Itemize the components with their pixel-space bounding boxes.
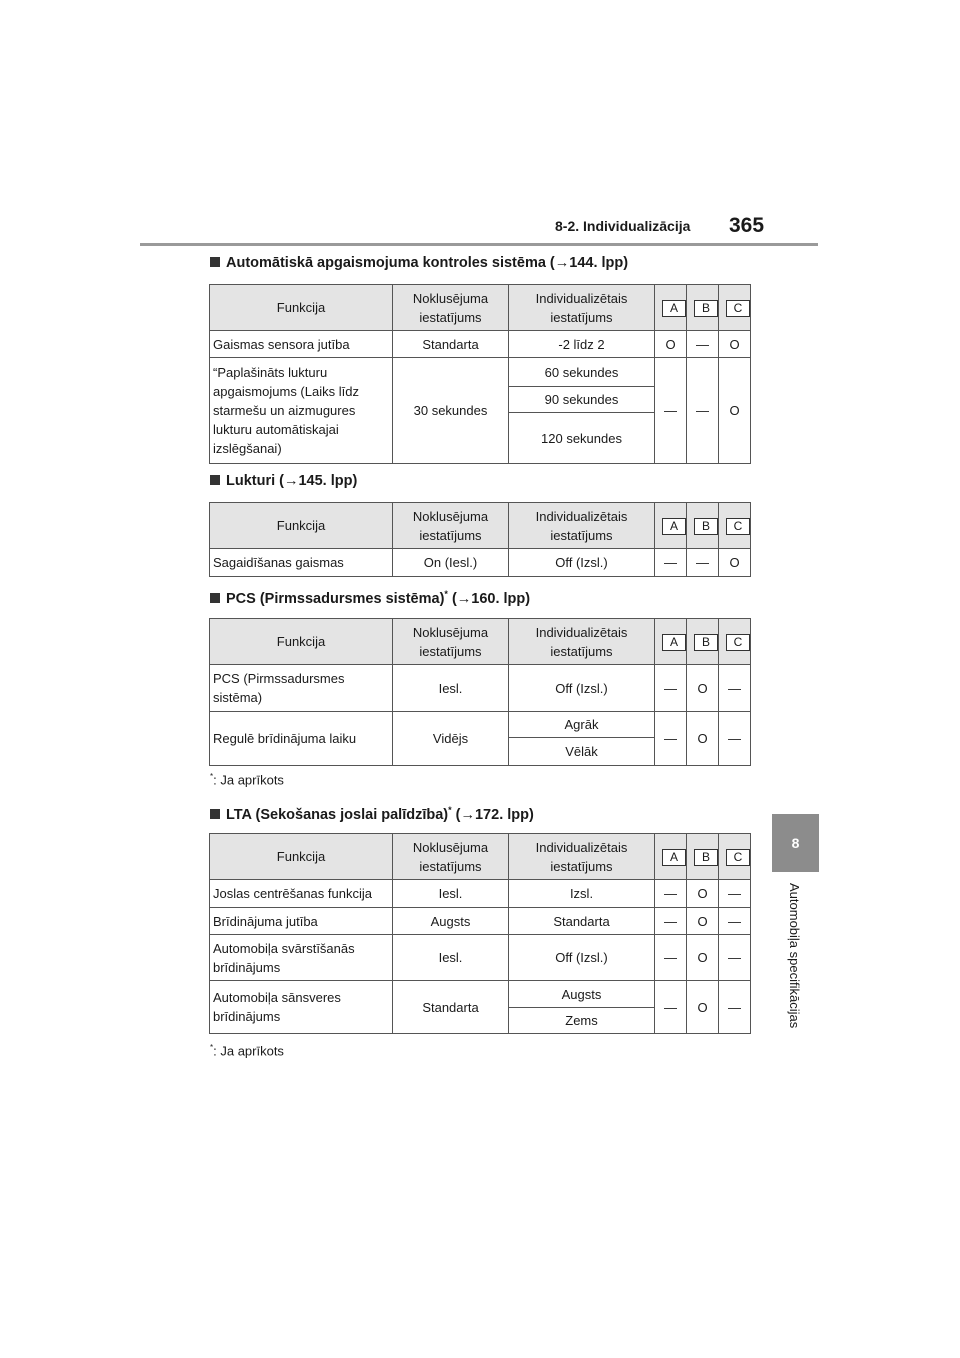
section-heading-lukturi — [210, 473, 357, 489]
cell-default: Standarta — [393, 981, 509, 1034]
cell-b: — — [687, 331, 719, 358]
table-row — [210, 908, 751, 935]
table-row — [210, 331, 751, 358]
table-header-row — [210, 834, 751, 880]
col-custom: Individualizētais iestatījums — [509, 503, 655, 549]
cell-custom: Standarta — [509, 908, 655, 935]
cell-b: O — [687, 712, 719, 766]
table-row — [210, 880, 751, 908]
heading-footnote-mark: * — [448, 805, 452, 815]
footnote-text: : Ja aprīkots — [213, 772, 284, 788]
cell-b: O — [687, 908, 719, 935]
cell-a: — — [655, 549, 687, 577]
heading-text: Lukturi (→145. lpp) — [226, 473, 358, 489]
cell-b: — — [687, 549, 719, 577]
col-a: A — [655, 503, 687, 549]
cell-func: Joslas centrēšanas funkcija — [210, 880, 393, 908]
cell-a: — — [655, 935, 687, 981]
col-b: B — [687, 619, 719, 665]
section-heading-auto-light — [210, 255, 628, 271]
chapter-tab-label-text: Automobiļa specifikācijas — [787, 883, 802, 1029]
col-b: B — [687, 285, 719, 331]
cell-a: — — [655, 981, 687, 1034]
cell-func: Brīdinājuma jutība — [210, 908, 393, 935]
cell-c: — — [719, 935, 751, 981]
col-c: C — [719, 285, 751, 331]
table-header-row — [210, 503, 751, 549]
section-heading-pcs — [210, 589, 530, 607]
heading-text: Automātiskā apgaismojuma kontroles sistēma (→144. lpp) — [226, 255, 629, 271]
cell-c: O — [719, 331, 751, 358]
col-c: C — [719, 503, 751, 549]
table-row — [210, 935, 751, 981]
section-title: 8-2. Individualizācija — [555, 218, 691, 234]
col-a: A — [655, 285, 687, 331]
cell-custom: 90 sekundes — [509, 387, 655, 413]
footnote — [210, 1043, 284, 1058]
cell-custom: Zems — [509, 1008, 655, 1034]
cell-func: “Paplašināts lukturu apgaismojums (Laiks līdz starmešu un aizmugures lukturu automātiskajai izslēgšanai) — [210, 358, 393, 464]
cell-c: O — [719, 358, 751, 464]
heading-footnote-mark: * — [444, 589, 448, 599]
col-c: C — [719, 619, 751, 665]
footnote-mark: * — [210, 1043, 214, 1052]
cell-default: Standarta — [393, 331, 509, 358]
cell-default: Augsts — [393, 908, 509, 935]
section-heading-lta — [210, 805, 534, 823]
cell-custom: Vēlāk — [509, 738, 655, 766]
cell-b: O — [687, 665, 719, 712]
col-default: Noklusējuma iestatījums — [393, 834, 509, 880]
bullet-square-icon — [210, 475, 220, 485]
col-a: A — [655, 834, 687, 880]
cell-custom: 60 sekundes — [509, 358, 655, 387]
col-c: C — [719, 834, 751, 880]
cell-func: Sagaidīšanas gaismas — [210, 549, 393, 577]
table-auto-light — [209, 284, 751, 464]
table-header-row — [210, 619, 751, 665]
col-b: B — [687, 503, 719, 549]
cell-a: — — [655, 712, 687, 766]
footnote-text: : Ja aprīkots — [213, 1043, 284, 1059]
footnote — [210, 772, 284, 787]
cell-c: — — [719, 908, 751, 935]
col-a: A — [655, 619, 687, 665]
cell-default: Iesl. — [393, 935, 509, 981]
col-custom: Individualizētais iestatījums — [509, 619, 655, 665]
table-row — [210, 549, 751, 577]
footnote-mark: * — [210, 772, 214, 781]
cell-custom: Off (Izsl.) — [509, 665, 655, 712]
table-row — [210, 981, 751, 1008]
table-header-row — [210, 285, 751, 331]
chapter-tab-number: 8 — [772, 814, 819, 872]
heading-text: PCS (Pirmssadursmes sistēma) — [226, 590, 445, 607]
table-row — [210, 358, 751, 387]
table-pcs — [209, 618, 751, 766]
table-lukturi — [209, 502, 751, 577]
cell-a: O — [655, 331, 687, 358]
cell-c: — — [719, 880, 751, 908]
cell-default: On (Iesl.) — [393, 549, 509, 577]
cell-b: O — [687, 935, 719, 981]
page-number: 365 — [729, 214, 765, 237]
cell-custom: 120 sekundes — [509, 413, 655, 464]
col-custom: Individualizētais iestatījums — [509, 834, 655, 880]
cell-c: — — [719, 712, 751, 766]
cell-a: — — [655, 880, 687, 908]
bullet-square-icon — [210, 809, 220, 819]
cell-b: O — [687, 981, 719, 1034]
col-b: B — [687, 834, 719, 880]
col-funkcija: Funkcija — [210, 503, 393, 549]
cell-custom: -2 līdz 2 — [509, 331, 655, 358]
cell-c: — — [719, 665, 751, 712]
table-row — [210, 712, 751, 738]
col-funkcija: Funkcija — [210, 834, 393, 880]
table-lta — [209, 833, 751, 1034]
cell-func: Automobiļa svārstīšanās brīdinājums — [210, 935, 393, 981]
col-custom: Individualizētais iestatījums — [509, 285, 655, 331]
cell-func: PCS (Pirmssadursmes sistēma) — [210, 665, 393, 712]
cell-default: Iesl. — [393, 880, 509, 908]
col-default: Noklusējuma iestatījums — [393, 285, 509, 331]
cell-custom: Augsts — [509, 981, 655, 1008]
cell-custom: Off (Izsl.) — [509, 935, 655, 981]
cell-c: — — [719, 981, 751, 1034]
cell-b: — — [687, 358, 719, 464]
cell-a: — — [655, 358, 687, 464]
cell-func: Gaismas sensora jutība — [210, 331, 393, 358]
cell-c: O — [719, 549, 751, 577]
cell-b: O — [687, 880, 719, 908]
cell-func: Automobiļa sānsveres brīdinājums — [210, 981, 393, 1034]
cell-a: — — [655, 908, 687, 935]
cell-default: Vidējs — [393, 712, 509, 766]
cell-default: Iesl. — [393, 665, 509, 712]
heading-ref: (→172. lpp) — [451, 806, 534, 823]
bullet-square-icon — [210, 257, 220, 267]
col-default: Noklusējuma iestatījums — [393, 503, 509, 549]
heading-text: LTA (Sekošanas joslai palīdzība) — [226, 806, 449, 823]
bullet-square-icon — [210, 593, 220, 603]
cell-custom: Izsl. — [509, 880, 655, 908]
col-default: Noklusējuma iestatījums — [393, 619, 509, 665]
cell-custom: Agrāk — [509, 712, 655, 738]
cell-func: Regulē brīdinājuma laiku — [210, 712, 393, 766]
table-row — [210, 665, 751, 712]
cell-a: — — [655, 665, 687, 712]
header-rule — [140, 243, 818, 246]
cell-custom: Off (Izsl.) — [509, 549, 655, 577]
cell-default: 30 sekundes — [393, 358, 509, 464]
col-funkcija: Funkcija — [210, 619, 393, 665]
col-funkcija: Funkcija — [210, 285, 393, 331]
heading-ref: (→160. lpp) — [447, 590, 531, 607]
